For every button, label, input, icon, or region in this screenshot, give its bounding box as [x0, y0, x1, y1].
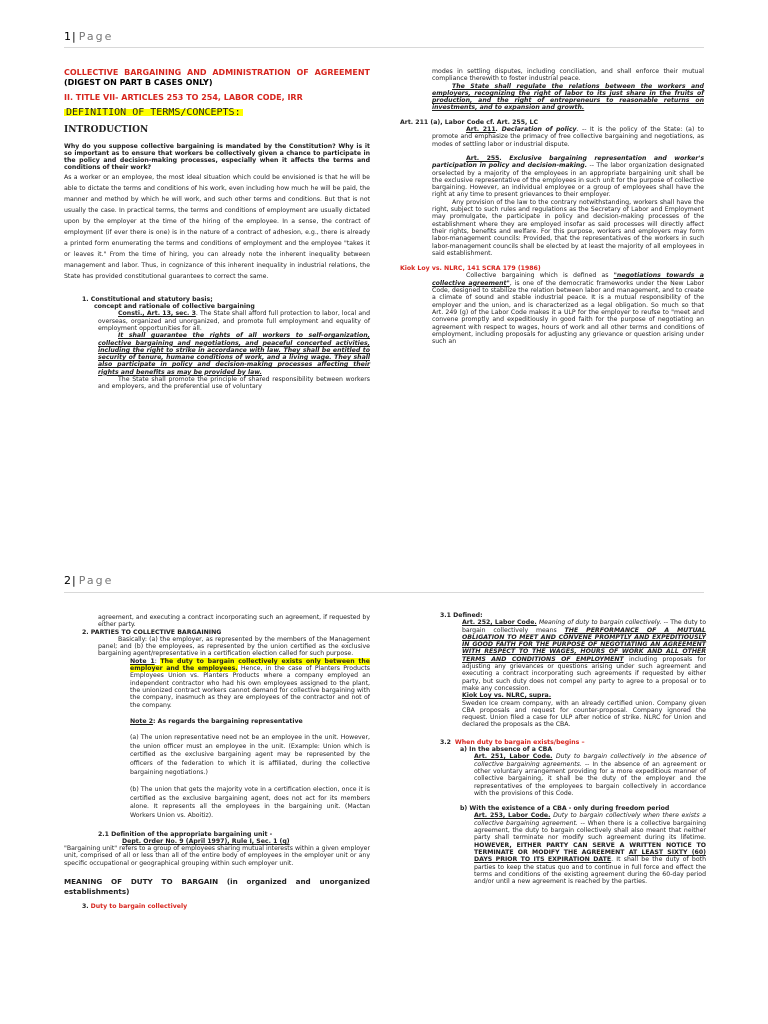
page-label: Page — [78, 30, 114, 43]
page-gap — [0, 512, 768, 568]
left-column — [64, 68, 370, 391]
dept-order-heading: Dept. Order No. 9 (April 1997), Rule I, Sec. 1 (q) — [122, 837, 290, 845]
any-provision-paragraph: Any provision of the law to the contrary notwithstanding, workers shall have the right, subject to such rules and regulations as the Secretary of Labor and Employment may promulgate, the participate in policy and decision-making processes of the establishment where they are employed insofar as said processes will directly affect their rights, benefits and welfare. For this purpose, workers and employers may form labor-management councils: Provided, that the representatives of the workers in such labor-management councils shall be elected by at least the majority of all employees in said establishment. — [432, 198, 704, 257]
doc-title: COLLECTIVE BARGAINING AND ADMINISTRATION OF AGREEMENT (DIGEST ON PART B CASES ONLY) — [64, 68, 370, 87]
art211-paragraph: Art. 211. Declaration of policy. -- It is the policy of the State: (a) to promote and emphasize the primacy of free collective bargaining and negotiations, as modes of settling labor or industrial dispute. — [432, 126, 705, 148]
intro-paragraph: As a worker or an employee, the most ideal situation which could be envisioned is that he will be able to dictate the terms and conditions of his work, even including how much he will be paid, the manner and method by which he will work, and such other terms and conditions. But that is not usually the case. In practical terms, the terms and conditions of employment are usually dictated upon by the employer at the time of the hiring of the employee. In a sense, the contract of employment (if ever there is one) is in the nature of a contract of adhesion, e.g., there is already a printed form enumerating the terms and conditions of employment and the employee "takes it or leaves it." From the time of hiring, you can already note the inherent inequality between management and labor. Thus, in cognizance of this inherent inequality in industrial relations, the State has provided constitutional guarantees to correct the same. — [64, 173, 370, 280]
page-number: 2 — [64, 574, 72, 587]
art251-paragraph: Art. 251, Labor Code. Duty to bargain collectively in the absence of collective bargaining agreements. -- In the absence of an agreement or other voluntary arrangement providing for a more expeditious manner of collective bargaining, it shall be the duty of the employer and the representatives of the employees to bargain collectively in accordance with the provisions of this Code. — [474, 753, 707, 797]
shared-responsibility-paragraph: The State shall promote the principle of shared responsibility between workers and employers, and the preferential use of voluntary — [98, 376, 370, 391]
section-1-heading: 1. Constitutional and statutory basis; — [82, 295, 213, 303]
regulate-paragraph: The State shall regulate the relations between the workers and employers, recognizing the right of labor to its just share in the fruits of production, and the right of entrepreneurs to reasonable returns on investments, and to expansion and growth. — [432, 82, 704, 112]
section-3-heading: 3. Duty to bargain collectively — [82, 902, 188, 910]
note2-item-b: (b) The union that gets the majority vote in a certification election, once it is certified as the exclusive bargaining agent, does not act for its members alone. It represents all the employees in the bargaining unit. (Mactan Workers Union vs. Aboitiz). — [130, 786, 370, 819]
intro-question: Why do you suppose collective bargaining is mandated by the Constitution? Why is it so important as to ensure that workers be collectively given a chance to participate in the policy and decision-making processes, especially when it affects the terms and conditions of their work? — [64, 142, 370, 172]
kiok-loy-supra: Kiok Loy vs. NLRC, supra. — [462, 692, 552, 700]
section-32b-heading: b) With the existence of a CBA - only during freedom period — [460, 805, 670, 813]
page-number: 1 — [64, 30, 72, 43]
bargaining-unit-paragraph: "Bargaining unit" refers to a group of employees sharing mutual interests within a given employer unit, comprised of all or less than all of the entire body of employees in the employer unit or any specific occupational or geographical grouping within such employer unit. — [64, 845, 370, 867]
modes-paragraph: modes in settling disputes, including conciliation, and shall enforce their mutual compliance therewith to foster industrial peace. — [432, 68, 704, 83]
art255-paragraph: Art. 255. Exclusive bargaining representation and worker's participation in policy and decision-making. -- The labor organization designated orselected by a majority of the employees in an appropriate bargaining unit shall be the exclusive representative of the employees in such unit for the purpose of collective bargaining. However, an individual employee or a group of employees shall have the right at any time to present grievances to their employer. — [432, 154, 705, 199]
header-divider — [64, 47, 704, 48]
art253-paragraph: Art. 253, Labor Code. Duty to bargain collectively when there exists a collective bargaining agreement. -- When there is a collective bargaining agreement, the duty to bargain collectively shall also meant that neither party shall terminate nor modify such agreement during its lifetime. HOWEVER, EITHER PARTY CAN SERVE A WRITTEN NOTICE TO TERMINATE OR MODIFY THE AGREEMENT AT LEAST SIXTY (60) DAYS PRIOR TO ITS EXPIRATION DATE. It shall be the duty of both parties to keep the status quo and to continue in full force and effect the terms and conditions of the existing agreement during the 60-day period and/or until a new agreement is reached by the parties. — [474, 812, 706, 886]
guarantee-paragraph: It shall guarantee the rights of all workers to self-organization, collective bargaining and negotiations, and peaceful concerted activities, including the right to strike in accordance with law. They shall be entitled to security of tenure, humane conditions of work, and a living wage. They shall also participate in policy and decision-making processes affecting their rights and benefits as may be provided by law. — [98, 332, 370, 376]
continued-paragraph: agreement, and executing a contract incorporating such an agreement, if requested by either party. — [98, 614, 370, 629]
section-1-subheading: concept and rationale of collective bargaining — [94, 303, 255, 311]
doc-subtitle: II. TITLE VII- ARTICLES 253 TO 254, LABOR CODE, IRR — [64, 93, 303, 102]
art252-paragraph: Art. 252, Labor Code. Meaning of duty to bargain collectively. -- The duty to bargain collectively means THE PERFORMANCE OF A MUTUAL OBLIGATION TO MEET AND CONVENE PROMPTLY AND EXPEDITIOUSLY IN GOOD FAITH FOR THE PURPOSE OF NEGOTIATING AN AGREEMENT WITH RESPECT TO THE WAGES, HOURS OF WORK AND ALL OTHER TERMS AND CONDITIONS OF EMPLOYMENT including proposals for adjusting any grievances or questions arising under such agreement and executing a contract incorporating such agreements if requested by either party, but such duty does not compel any party to agree to a proposal or to make any concession. — [462, 619, 706, 692]
section-2-heading: 2. PARTIES TO COLLECTIVE BARGAINING — [82, 628, 222, 636]
page-header: 2| Page — [64, 574, 114, 587]
note1-paragraph: Note 1: The duty to bargain collectively exists only between the employer and the employees. Hence, in the case of Planters Products Employees Union vs. Planters Products where a company employed an independent contractor who had his own employees assigned to the plant, the unionized contract workers cannot demand for collective bargaining with the company, inasmuch as they are employees of the contractor and not of the company. — [130, 657, 370, 709]
section-32a-heading: a) In the absence of a CBA — [460, 746, 553, 754]
section-31-heading: 3.1 Defined: — [440, 612, 483, 619]
page-header: 1| Page — [64, 30, 114, 43]
note2-item-a: (a) The union representative need not be an employee in the unit. However, the union officer must an employee in the unit. (Example: Union which is certified as the exclusive bargaining agent may be represented by the officers of the federation to which it is affiliated, during the collective bargaining negotiations.) — [130, 734, 370, 776]
consti-paragraph: Consti., Art. 13, sec. 3. The State shall afford full protection to labor, local and overseas, organized and unorganized, and promote full employment and equality of employment opportunities for all. — [98, 310, 370, 332]
definition-heading: DEFINITION OF TERMS/CONCEPTS: — [66, 107, 241, 118]
kiok-loy-heading: Kiok Loy vs. NLRC, 141 SCRA 179 (1986) — [400, 265, 541, 273]
left-column — [64, 614, 370, 910]
document-page-2 — [0, 568, 768, 1024]
basically-paragraph: Basically: (a) the employer, as represented by the members of the Management panel; and (b) the employees, as represented by the union certified as the exclusive bargaining agent/representative in a certification election called for such purpose. — [98, 635, 370, 658]
right-column — [400, 68, 704, 345]
art211-heading: Art. 211 (a), Labor Code cf. Art. 255, LC — [400, 118, 539, 126]
right-column — [440, 612, 706, 885]
page-label: Page — [78, 574, 114, 587]
section-32-heading: 3.2 When duty to bargain exists/begins – — [440, 738, 585, 746]
kiok-loy-summary: Sweden Ice cream company, with an already certified union. Company given CBA proposals and request for counter-proposal. Company ignored the request. Union filed a case for ULP after notice of strike. NLRC for Union and declared the proposals as the CBA. — [462, 699, 706, 729]
meaning-heading: MEANING OF DUTY TO BARGAIN (in organized and unorganized establishments) — [64, 876, 370, 896]
header-divider — [64, 592, 704, 593]
note2-heading: Note 2: As regards the bargaining representative — [130, 717, 303, 725]
kiok-loy-paragraph: Collective bargaining which is defined as "negotiations towards a collective agreement", is one of the democratic frameworks under the New Labor Code, designed to stabilize the relation between labor and management, and to create a climate of sound and stable industrial peace. It is a mutual responsibility of the employer and the union, and is characterized as a legal obligation. So much so that Art. 249 (g) of the Labor Code makes it a ULP for the employer to reufse to "meet and convene promptly and expeditiously in good faith for the purpose of negotiating an agreement with respect to wages, hours of work and all other terms and conditions of employment, including proposals for adjusting any grievance or question arising under such an — [432, 272, 704, 346]
introduction-heading: INTRODUCTION — [64, 125, 149, 136]
section-21-heading: 2.1 Definition of the appropriate bargaining unit - — [98, 830, 273, 838]
